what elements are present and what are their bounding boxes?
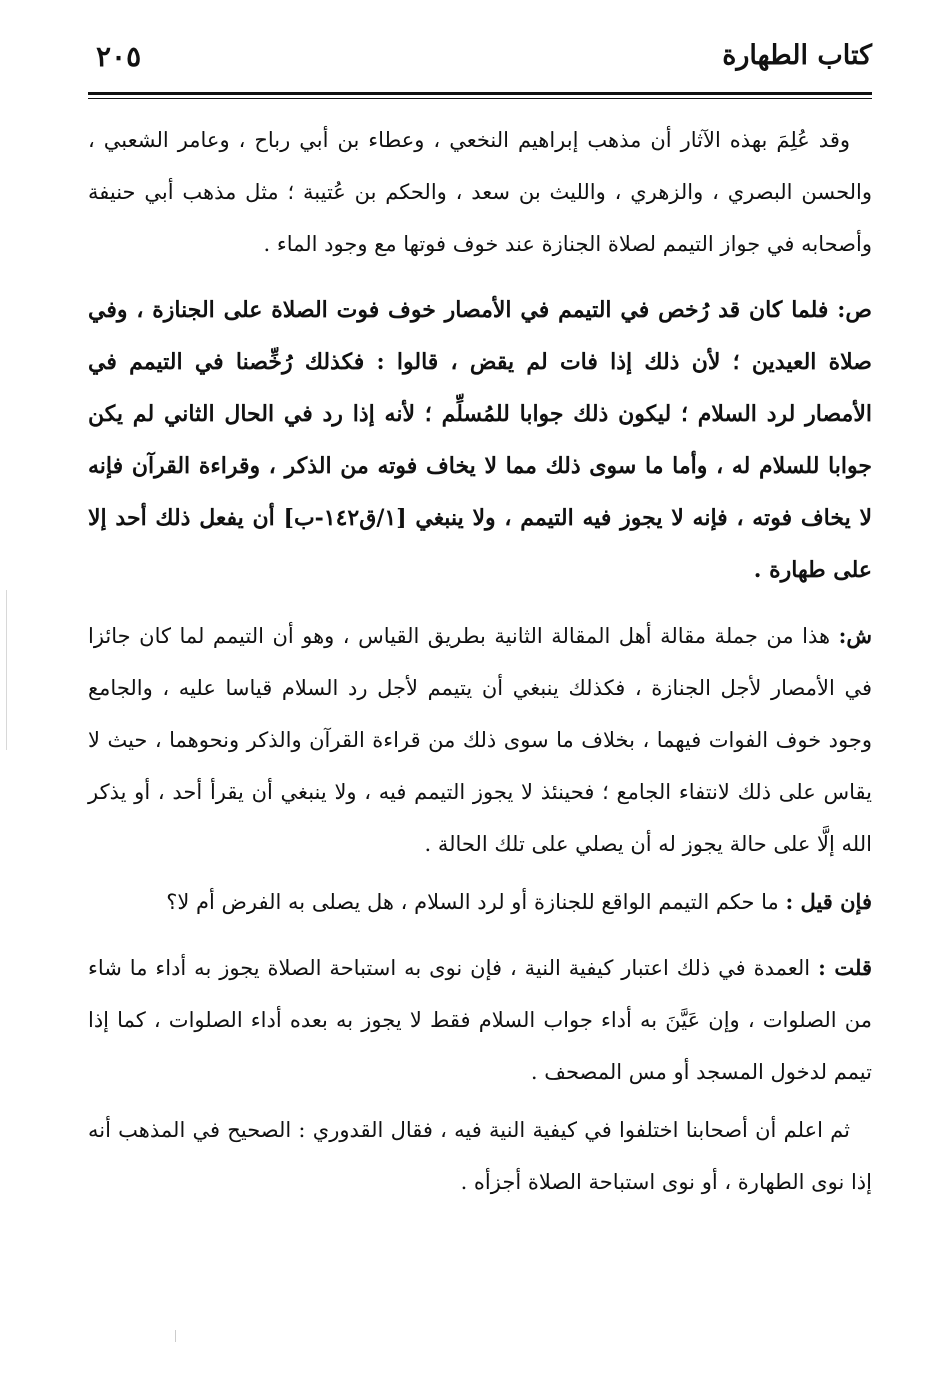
header-rule-thin	[88, 98, 872, 99]
label-answer: قلت :	[818, 955, 872, 980]
header-rule-thick	[88, 92, 872, 95]
page-header	[88, 36, 872, 88]
answer-text: العمدة في ذلك اعتبار كيفية النية ، فإن نوى به استباحة الصلاة يجوز به أداء ما شاء من الصلوات ، وإن عَيَّنَ به أداء جواب السلام فقط لا يجوز به بعده أداء الصلوات ، كما إذا تيمم لدخول المسجد أو مس المصحف .	[88, 956, 872, 1084]
label-shin: ش:	[838, 623, 872, 648]
running-head-title: كتاب الطهارة	[722, 40, 872, 71]
paragraph-sad-matn	[88, 284, 872, 596]
paragraph-athar: وقد عُلِمَ بهذه الآثار أن مذهب إبراهيم النخعي ، وعطاء بن أبي رباح ، وعامر الشعبي ، والحسن البصري ، والزهري ، والليث بن سعد ، والحكم بن عُتيبة ؛ مثل مذهب أبي حنيفة وأصحابه في جواز التيمم لصلاة الجنازة عند خوف فوتها مع وجود الماء .	[88, 128, 872, 256]
scan-stray-mark	[175, 1330, 176, 1342]
paragraph-question	[88, 876, 872, 928]
page-number: ٢٠٥	[96, 40, 142, 73]
question-text: ما حكم التيمم الواقع للجنازة أو لرد السلام ، هل يصلى به الفرض أم لا؟	[166, 890, 779, 914]
sharh-text: هذا من جملة مقالة أهل المقالة الثانية بطريق القياس ، وهو أن التيمم لما كان جائزا في الأمصار لأجل الجنازة ، فكذلك ينبغي أن يتيمم لأجل رد السلام قياسا عليه ، والجامع وجود خوف الفوات فيهما ، بخلاف ما سوى ذلك من قراءة القرآن والذكر ونحوهما ، حيث لا يقاس على ذلك لانتفاء الجامع ؛ فحينئذ لا يجوز التيمم فيه ، ولا ينبغي أن يقرأ أحد ، أو يذكر الله إلَّا على حالة يجوز له أن يصلي على تلك الحالة .	[88, 624, 872, 856]
page-body	[88, 114, 872, 1208]
paragraph-shin-sharh	[88, 610, 872, 870]
book-page	[88, 36, 872, 1194]
label-question: فإن قيل :	[785, 889, 872, 914]
scan-edge-mark	[6, 590, 7, 750]
matn-text: فلما كان قد رُخص في التيمم في الأمصار خوف فوت الصلاة على الجنازة ، وفي صلاة العيدين ؛ لأن ذلك إذا فات لم يقض ، قالوا : فكذلك رُخِّصنا في التيمم في الأمصار لرد السلام ؛ ليكون ذلك جوابا للمُسلِّم ؛ لأنه إذا رد في الحال الثاني لم يكن جوابا للسلام له ، وأما ما سوى ذلك مما لا يخاف فوته من الذكر ، وقراءة القرآن فإنه لا يخاف فوته ، فإنه لا يجوز فيه التيمم ، ولا ينبغي [١/ق١٤٢-ب] أن يفعل ذلك أحد إلا على طهارة .	[88, 297, 872, 583]
paragraph-answer	[88, 942, 872, 1098]
label-sad: ص:	[837, 297, 872, 323]
paragraph-closing: ثم اعلم أن أصحابنا اختلفوا في كيفية النية فيه ، فقال القدوري : الصحيح في المذهب أنه إذا نوى الطهارة ، أو نوى استباحة الصلاة أجزأه .	[88, 1118, 872, 1194]
